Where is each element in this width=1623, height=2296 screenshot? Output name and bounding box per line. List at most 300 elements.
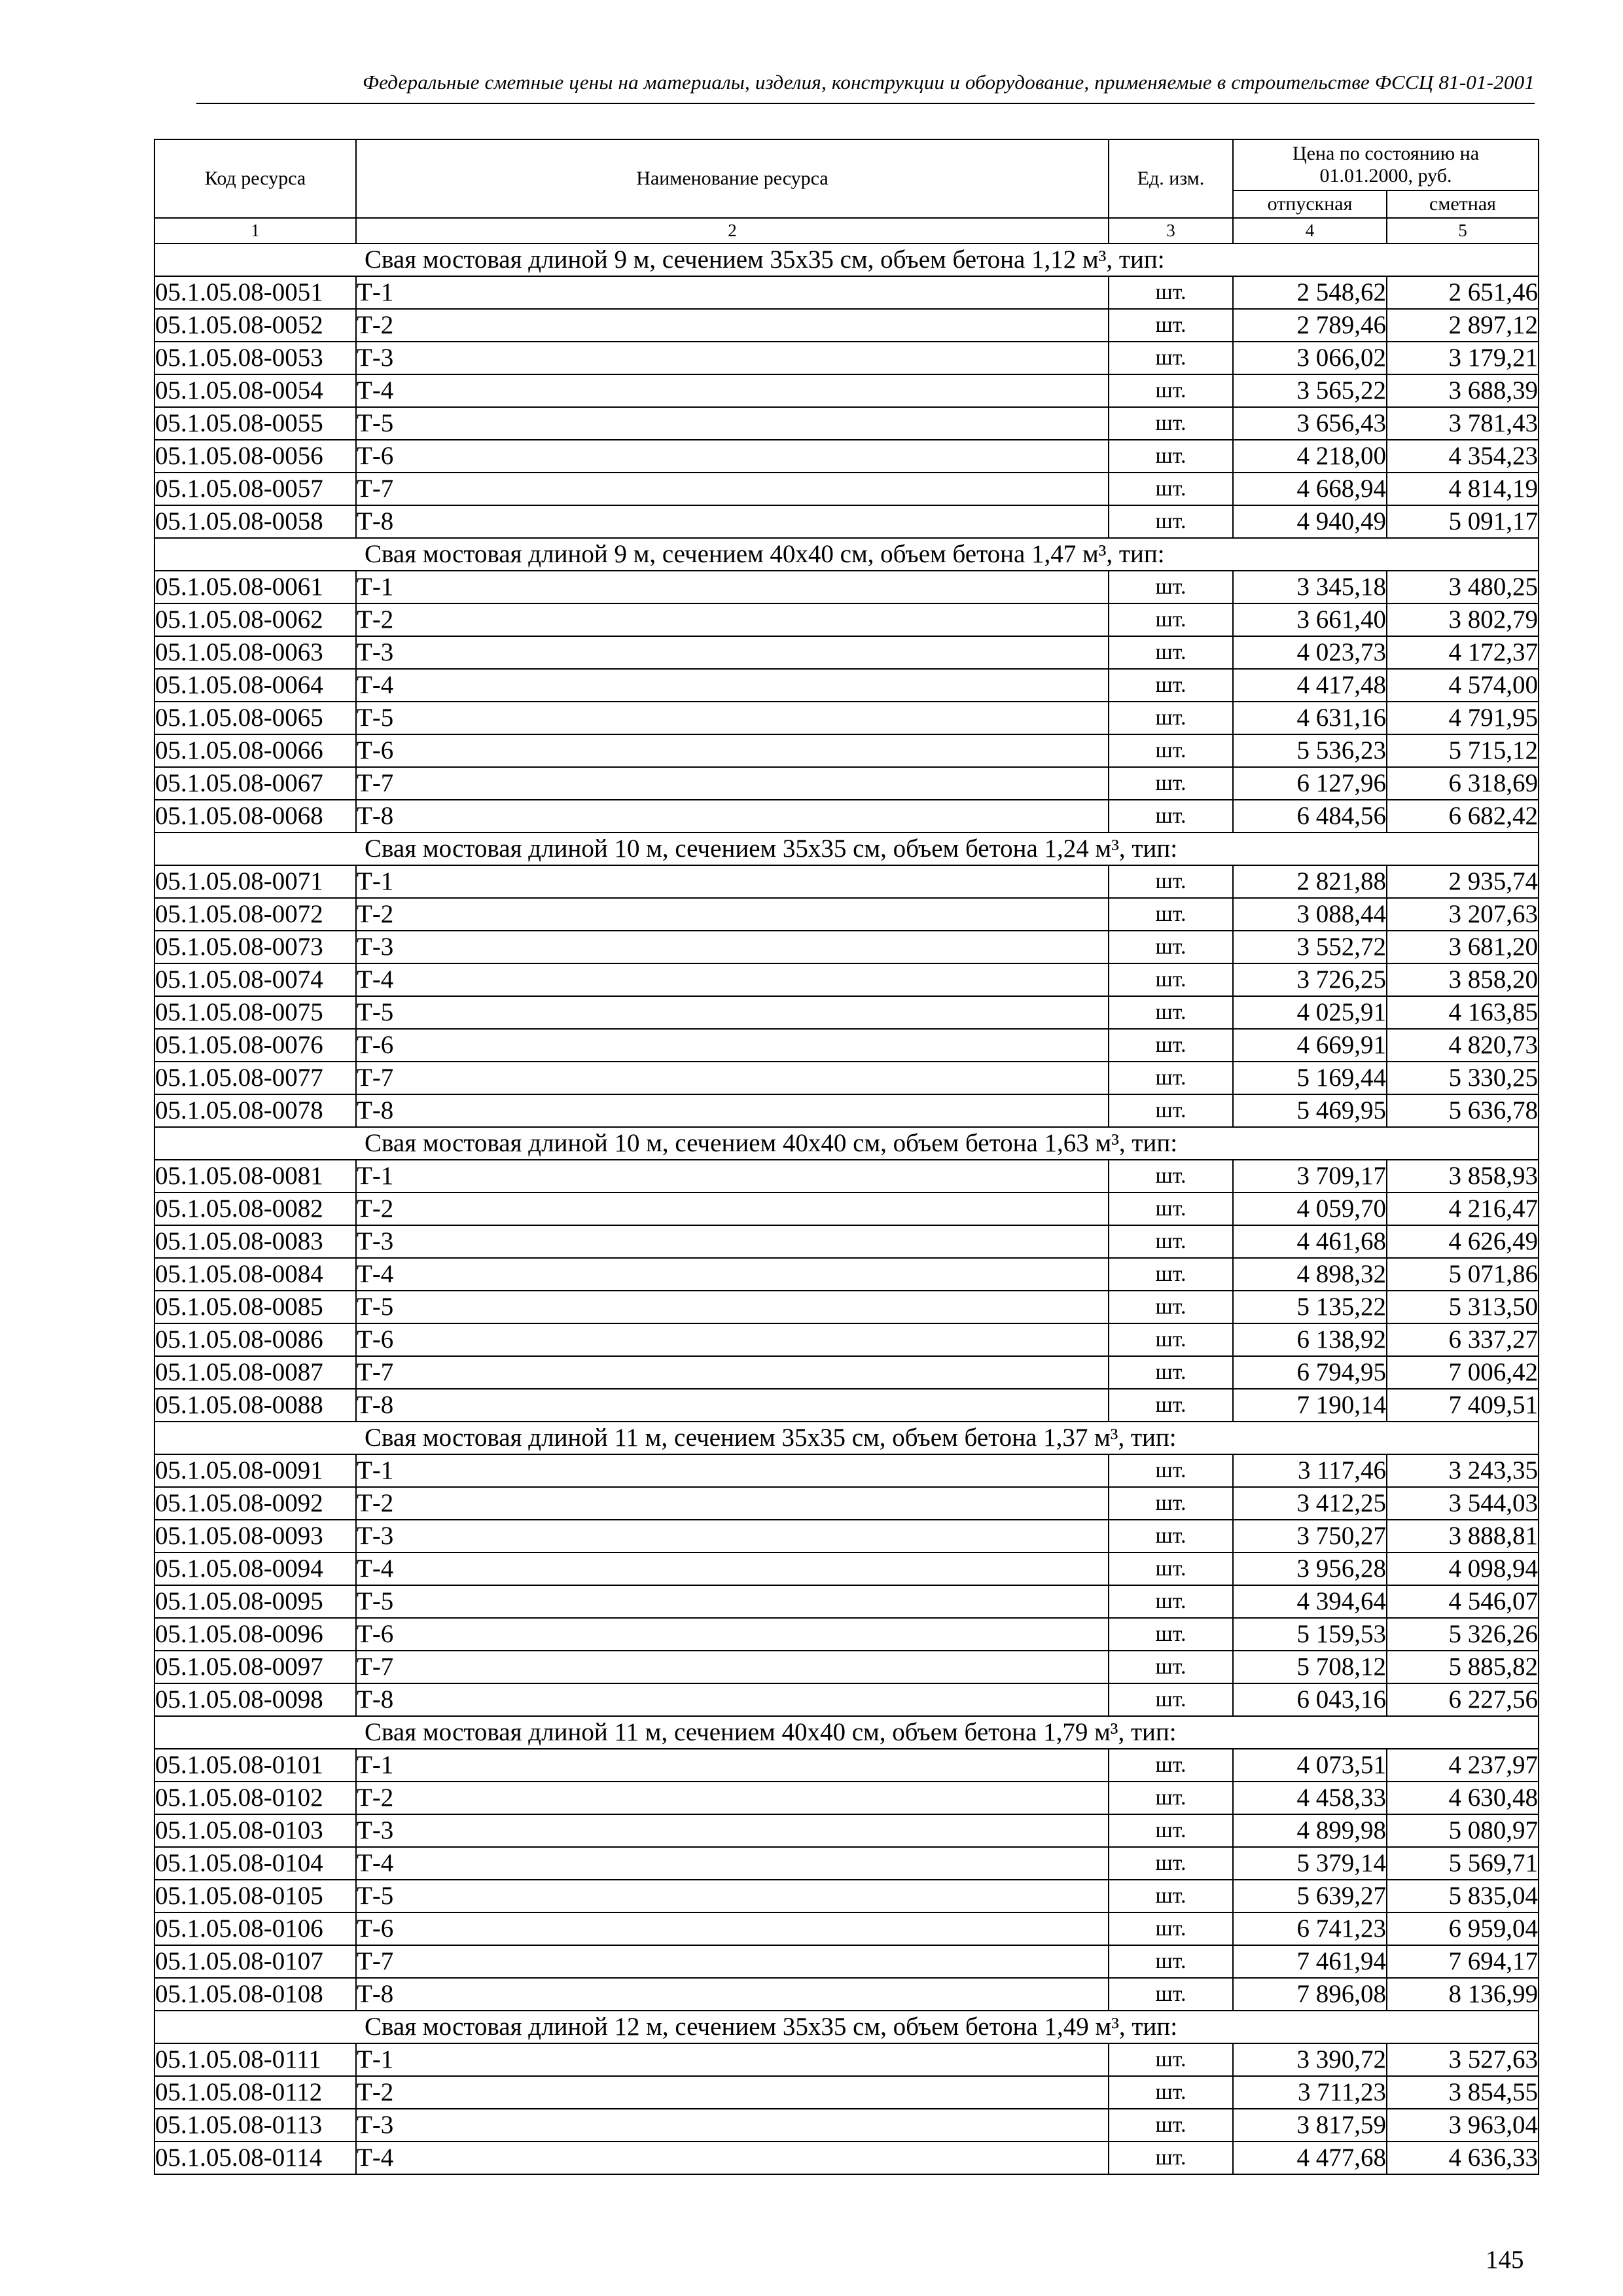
table-row	[154, 1029, 1539, 1062]
resource-name: Т-5	[356, 1585, 1109, 1618]
estimate-price: 3 681,20	[1387, 931, 1539, 963]
resource-name: Т-6	[356, 1029, 1109, 1062]
estimate-price: 5 885,82	[1387, 1651, 1539, 1683]
resource-code: 05.1.05.08-0101	[154, 1749, 356, 1782]
estimate-price: 5 080,97	[1387, 1814, 1539, 1847]
estimate-price: 5 313,50	[1387, 1291, 1539, 1323]
unit-cell: шт.	[1109, 1160, 1233, 1193]
resource-name: Т-1	[356, 276, 1109, 309]
resource-code: 05.1.05.08-0074	[154, 963, 356, 996]
unit-cell: шт.	[1109, 440, 1233, 473]
release-price: 3 117,46	[1233, 1454, 1387, 1487]
estimate-price: 5 835,04	[1387, 1880, 1539, 1912]
table-row	[154, 1585, 1539, 1618]
unit-cell: шт.	[1109, 996, 1233, 1029]
estimate-price: 3 888,81	[1387, 1520, 1539, 1552]
release-price: 6 484,56	[1233, 800, 1387, 833]
estimate-price: 5 330,25	[1387, 1062, 1539, 1094]
resource-name: Т-3	[356, 636, 1109, 669]
unit-cell: шт.	[1109, 1029, 1233, 1062]
unit-cell: шт.	[1109, 767, 1233, 800]
page-number: 145	[1486, 2246, 1524, 2274]
column-number: 3	[1109, 218, 1233, 243]
resource-code: 05.1.05.08-0064	[154, 669, 356, 702]
resource-code: 05.1.05.08-0066	[154, 734, 356, 767]
resource-name: Т-8	[356, 800, 1109, 833]
resource-code: 05.1.05.08-0085	[154, 1291, 356, 1323]
release-price: 4 899,98	[1233, 1814, 1387, 1847]
resource-name: Т-3	[356, 2109, 1109, 2142]
resource-code: 05.1.05.08-0105	[154, 1880, 356, 1912]
resource-code: 05.1.05.08-0086	[154, 1323, 356, 1356]
table-row	[154, 1160, 1539, 1193]
release-price: 4 394,64	[1233, 1585, 1387, 1618]
group-header-row	[154, 243, 1539, 276]
estimate-price: 3 688,39	[1387, 374, 1539, 407]
running-header: Федеральные сметные цены на материалы, изделия, конструкции и оборудование, применяемые в строительстве ФССЦ 81-01-2001	[362, 71, 1535, 94]
table-row	[154, 636, 1539, 669]
resource-name: Т-6	[356, 1912, 1109, 1945]
table-row	[154, 1880, 1539, 1912]
unit-cell: шт.	[1109, 1062, 1233, 1094]
estimate-price: 5 326,26	[1387, 1618, 1539, 1651]
estimate-price: 4 626,49	[1387, 1225, 1539, 1258]
estimate-price: 5 636,78	[1387, 1094, 1539, 1127]
column-number: 1	[154, 218, 356, 243]
resource-name: Т-4	[356, 669, 1109, 702]
release-price: 5 135,22	[1233, 1291, 1387, 1323]
unit-cell: шт.	[1109, 407, 1233, 440]
table-row	[154, 1454, 1539, 1487]
unit-cell: шт.	[1109, 1749, 1233, 1782]
resource-code: 05.1.05.08-0096	[154, 1618, 356, 1651]
release-price: 3 656,43	[1233, 407, 1387, 440]
resource-code: 05.1.05.08-0062	[154, 603, 356, 636]
estimate-price: 2 935,74	[1387, 865, 1539, 898]
release-price: 3 565,22	[1233, 374, 1387, 407]
group-title: Свая мостовая длиной 11 м, сечением 35х35 см, объем бетона 1,37 м³, тип:	[154, 1422, 1539, 1454]
resource-name: Т-6	[356, 1323, 1109, 1356]
table-row	[154, 440, 1539, 473]
release-price: 3 956,28	[1233, 1552, 1387, 1585]
resource-code: 05.1.05.08-0061	[154, 571, 356, 603]
table-row	[154, 603, 1539, 636]
release-price: 5 379,14	[1233, 1847, 1387, 1880]
table-row	[154, 996, 1539, 1029]
resource-code: 05.1.05.08-0113	[154, 2109, 356, 2142]
resource-name: Т-2	[356, 1193, 1109, 1225]
group-title: Свая мостовая длиной 10 м, сечением 40х40 см, объем бетона 1,63 м³, тип:	[154, 1127, 1539, 1160]
release-price: 4 073,51	[1233, 1749, 1387, 1782]
table-row	[154, 505, 1539, 538]
table-row	[154, 702, 1539, 734]
table-row	[154, 1847, 1539, 1880]
release-price: 7 896,08	[1233, 1978, 1387, 2011]
price-table	[154, 139, 1539, 2175]
unit-cell: шт.	[1109, 669, 1233, 702]
table-row	[154, 1356, 1539, 1389]
table-row	[154, 276, 1539, 309]
unit-cell: шт.	[1109, 2043, 1233, 2076]
table-row	[154, 1978, 1539, 2011]
release-price: 3 412,25	[1233, 1487, 1387, 1520]
release-price: 3 066,02	[1233, 342, 1387, 374]
unit-cell: шт.	[1109, 1945, 1233, 1978]
estimate-price: 4 098,94	[1387, 1552, 1539, 1585]
resource-code: 05.1.05.08-0083	[154, 1225, 356, 1258]
release-price: 4 477,68	[1233, 2142, 1387, 2174]
table-row	[154, 1094, 1539, 1127]
resource-name: Т-3	[356, 1520, 1109, 1552]
resource-name: Т-4	[356, 1847, 1109, 1880]
resource-code: 05.1.05.08-0057	[154, 473, 356, 505]
resource-code: 05.1.05.08-0103	[154, 1814, 356, 1847]
resource-code: 05.1.05.08-0058	[154, 505, 356, 538]
release-price: 4 940,49	[1233, 505, 1387, 538]
estimate-price: 4 172,37	[1387, 636, 1539, 669]
release-price: 4 059,70	[1233, 1193, 1387, 1225]
release-price: 6 043,16	[1233, 1683, 1387, 1716]
resource-name: Т-7	[356, 1356, 1109, 1389]
release-price: 5 469,95	[1233, 1094, 1387, 1127]
estimate-price: 5 071,86	[1387, 1258, 1539, 1291]
estimate-price: 7 006,42	[1387, 1356, 1539, 1389]
resource-code: 05.1.05.08-0052	[154, 309, 356, 342]
column-number: 2	[356, 218, 1109, 243]
table-row	[154, 1389, 1539, 1422]
estimate-price: 3 179,21	[1387, 342, 1539, 374]
estimate-price: 3 480,25	[1387, 571, 1539, 603]
resource-name: Т-8	[356, 1389, 1109, 1422]
resource-code: 05.1.05.08-0071	[154, 865, 356, 898]
resource-name: Т-3	[356, 1814, 1109, 1847]
estimate-price: 3 858,93	[1387, 1160, 1539, 1193]
resource-code: 05.1.05.08-0094	[154, 1552, 356, 1585]
table-row	[154, 342, 1539, 374]
release-price: 4 668,94	[1233, 473, 1387, 505]
release-price: 7 190,14	[1233, 1389, 1387, 1422]
table-row	[154, 1487, 1539, 1520]
resource-name: Т-1	[356, 865, 1109, 898]
resource-code: 05.1.05.08-0055	[154, 407, 356, 440]
release-price: 6 741,23	[1233, 1912, 1387, 1945]
table-row	[154, 1552, 1539, 1585]
estimate-price: 3 963,04	[1387, 2109, 1539, 2142]
table-row	[154, 865, 1539, 898]
unit-cell: шт.	[1109, 898, 1233, 931]
estimate-price: 3 207,63	[1387, 898, 1539, 931]
group-title: Свая мостовая длиной 11 м, сечением 40х40 см, объем бетона 1,79 м³, тип:	[154, 1716, 1539, 1749]
unit-cell: шт.	[1109, 309, 1233, 342]
table-header-row	[154, 139, 1539, 190]
resource-code: 05.1.05.08-0112	[154, 2076, 356, 2109]
resource-code: 05.1.05.08-0077	[154, 1062, 356, 1094]
unit-cell: шт.	[1109, 1389, 1233, 1422]
release-price: 3 088,44	[1233, 898, 1387, 931]
release-price: 3 750,27	[1233, 1520, 1387, 1552]
estimate-price: 4 791,95	[1387, 702, 1539, 734]
unit-cell: шт.	[1109, 473, 1233, 505]
unit-cell: шт.	[1109, 1323, 1233, 1356]
unit-cell: шт.	[1109, 1291, 1233, 1323]
unit-cell: шт.	[1109, 1880, 1233, 1912]
resource-name: Т-1	[356, 2043, 1109, 2076]
table-row	[154, 1814, 1539, 1847]
unit-cell: шт.	[1109, 342, 1233, 374]
estimate-price: 7 409,51	[1387, 1389, 1539, 1422]
release-price: 5 159,53	[1233, 1618, 1387, 1651]
table-row	[154, 2142, 1539, 2174]
resource-code: 05.1.05.08-0067	[154, 767, 356, 800]
unit-cell: шт.	[1109, 1683, 1233, 1716]
resource-name: Т-4	[356, 963, 1109, 996]
resource-code: 05.1.05.08-0068	[154, 800, 356, 833]
resource-name: Т-6	[356, 1618, 1109, 1651]
table-row	[154, 1323, 1539, 1356]
group-header-row	[154, 1127, 1539, 1160]
unit-cell: шт.	[1109, 963, 1233, 996]
resource-name: Т-5	[356, 1880, 1109, 1912]
header-name: Наименование ресурса	[356, 139, 1109, 218]
resource-code: 05.1.05.08-0076	[154, 1029, 356, 1062]
resource-code: 05.1.05.08-0084	[154, 1258, 356, 1291]
unit-cell: шт.	[1109, 1487, 1233, 1520]
release-price: 5 536,23	[1233, 734, 1387, 767]
table-row	[154, 800, 1539, 833]
unit-cell: шт.	[1109, 1912, 1233, 1945]
unit-cell: шт.	[1109, 1454, 1233, 1487]
resource-code: 05.1.05.08-0072	[154, 898, 356, 931]
table-row	[154, 1651, 1539, 1683]
table-row	[154, 931, 1539, 963]
estimate-price: 6 318,69	[1387, 767, 1539, 800]
release-price: 3 817,59	[1233, 2109, 1387, 2142]
unit-cell: шт.	[1109, 276, 1233, 309]
release-price: 6 127,96	[1233, 767, 1387, 800]
resource-code: 05.1.05.08-0063	[154, 636, 356, 669]
estimate-price: 6 682,42	[1387, 800, 1539, 833]
resource-name: Т-5	[356, 1291, 1109, 1323]
header-estimate: сметная	[1387, 190, 1539, 218]
estimate-price: 4 630,48	[1387, 1782, 1539, 1814]
resource-name: Т-8	[356, 505, 1109, 538]
resource-code: 05.1.05.08-0087	[154, 1356, 356, 1389]
unit-cell: шт.	[1109, 1520, 1233, 1552]
estimate-price: 3 544,03	[1387, 1487, 1539, 1520]
unit-cell: шт.	[1109, 2109, 1233, 2142]
estimate-price: 3 243,35	[1387, 1454, 1539, 1487]
unit-cell: шт.	[1109, 1847, 1233, 1880]
unit-cell: шт.	[1109, 702, 1233, 734]
resource-code: 05.1.05.08-0092	[154, 1487, 356, 1520]
resource-name: Т-3	[356, 342, 1109, 374]
resource-name: Т-6	[356, 734, 1109, 767]
resource-name: Т-1	[356, 1160, 1109, 1193]
release-price: 5 639,27	[1233, 1880, 1387, 1912]
estimate-price: 5 715,12	[1387, 734, 1539, 767]
release-price: 5 708,12	[1233, 1651, 1387, 1683]
group-header-row	[154, 538, 1539, 571]
resource-name: Т-1	[356, 1454, 1109, 1487]
header-unit: Ед. изм.	[1109, 139, 1233, 218]
estimate-price: 3 858,20	[1387, 963, 1539, 996]
release-price: 2 548,62	[1233, 276, 1387, 309]
estimate-price: 2 897,12	[1387, 309, 1539, 342]
resource-code: 05.1.05.08-0091	[154, 1454, 356, 1487]
resource-name: Т-5	[356, 996, 1109, 1029]
unit-cell: шт.	[1109, 571, 1233, 603]
table-row	[154, 898, 1539, 931]
resource-code: 05.1.05.08-0053	[154, 342, 356, 374]
unit-cell: шт.	[1109, 374, 1233, 407]
table-row	[154, 309, 1539, 342]
table-row	[154, 571, 1539, 603]
table-row	[154, 374, 1539, 407]
estimate-price: 4 354,23	[1387, 440, 1539, 473]
release-price: 4 898,32	[1233, 1258, 1387, 1291]
resource-name: Т-5	[356, 702, 1109, 734]
header-release: отпускная	[1233, 190, 1387, 218]
release-price: 2 821,88	[1233, 865, 1387, 898]
resource-name: Т-7	[356, 1062, 1109, 1094]
resource-name: Т-4	[356, 374, 1109, 407]
release-price: 4 458,33	[1233, 1782, 1387, 1814]
release-price: 3 390,72	[1233, 2043, 1387, 2076]
estimate-price: 4 546,07	[1387, 1585, 1539, 1618]
table-row	[154, 473, 1539, 505]
table-row	[154, 1782, 1539, 1814]
resource-code: 05.1.05.08-0106	[154, 1912, 356, 1945]
resource-name: Т-2	[356, 898, 1109, 931]
release-price: 6 794,95	[1233, 1356, 1387, 1389]
unit-cell: шт.	[1109, 1094, 1233, 1127]
group-header-row	[154, 1422, 1539, 1454]
table-row	[154, 1683, 1539, 1716]
estimate-price: 7 694,17	[1387, 1945, 1539, 1978]
table-row	[154, 1945, 1539, 1978]
unit-cell: шт.	[1109, 1651, 1233, 1683]
group-header-row	[154, 833, 1539, 865]
release-price: 6 138,92	[1233, 1323, 1387, 1356]
resource-name: Т-7	[356, 767, 1109, 800]
resource-code: 05.1.05.08-0097	[154, 1651, 356, 1683]
release-price: 5 169,44	[1233, 1062, 1387, 1094]
estimate-price: 4 216,47	[1387, 1193, 1539, 1225]
resource-code: 05.1.05.08-0102	[154, 1782, 356, 1814]
group-header-row	[154, 2011, 1539, 2043]
table-row	[154, 1258, 1539, 1291]
resource-code: 05.1.05.08-0078	[154, 1094, 356, 1127]
unit-cell: шт.	[1109, 1225, 1233, 1258]
unit-cell: шт.	[1109, 1814, 1233, 1847]
resource-code: 05.1.05.08-0081	[154, 1160, 356, 1193]
unit-cell: шт.	[1109, 2142, 1233, 2174]
column-number: 5	[1387, 218, 1539, 243]
release-price: 4 023,73	[1233, 636, 1387, 669]
unit-cell: шт.	[1109, 1356, 1233, 1389]
release-price: 4 417,48	[1233, 669, 1387, 702]
table-body	[154, 243, 1539, 2174]
resource-name: Т-7	[356, 1651, 1109, 1683]
resource-name: Т-1	[356, 1749, 1109, 1782]
unit-cell: шт.	[1109, 800, 1233, 833]
table-row	[154, 1225, 1539, 1258]
estimate-price: 3 781,43	[1387, 407, 1539, 440]
estimate-price: 4 237,97	[1387, 1749, 1539, 1782]
resource-code: 05.1.05.08-0065	[154, 702, 356, 734]
unit-cell: шт.	[1109, 1782, 1233, 1814]
resource-name: Т-2	[356, 603, 1109, 636]
group-title: Свая мостовая длиной 12 м, сечением 35х35 см, объем бетона 1,49 м³, тип:	[154, 2011, 1539, 2043]
resource-name: Т-7	[356, 1945, 1109, 1978]
resource-code: 05.1.05.08-0098	[154, 1683, 356, 1716]
release-price: 3 711,23	[1233, 2076, 1387, 2109]
unit-cell: шт.	[1109, 603, 1233, 636]
estimate-price: 5 091,17	[1387, 505, 1539, 538]
resource-name: Т-2	[356, 309, 1109, 342]
header-price: Цена по состоянию на 01.01.2000, руб.	[1233, 139, 1539, 190]
estimate-price: 4 814,19	[1387, 473, 1539, 505]
unit-cell: шт.	[1109, 1585, 1233, 1618]
resource-code: 05.1.05.08-0051	[154, 276, 356, 309]
resource-code: 05.1.05.08-0088	[154, 1389, 356, 1422]
resource-name: Т-2	[356, 1782, 1109, 1814]
estimate-price: 6 337,27	[1387, 1323, 1539, 1356]
release-price: 3 661,40	[1233, 603, 1387, 636]
unit-cell: шт.	[1109, 1258, 1233, 1291]
table-row	[154, 734, 1539, 767]
resource-name: Т-2	[356, 2076, 1109, 2109]
unit-cell: шт.	[1109, 1618, 1233, 1651]
release-price: 7 461,94	[1233, 1945, 1387, 1978]
column-number: 4	[1233, 218, 1387, 243]
resource-name: Т-4	[356, 2142, 1109, 2174]
resource-code: 05.1.05.08-0082	[154, 1193, 356, 1225]
unit-cell: шт.	[1109, 1978, 1233, 2011]
unit-cell: шт.	[1109, 636, 1233, 669]
release-price: 3 345,18	[1233, 571, 1387, 603]
unit-cell: шт.	[1109, 505, 1233, 538]
estimate-price: 3 854,55	[1387, 2076, 1539, 2109]
estimate-price: 4 636,33	[1387, 2142, 1539, 2174]
resource-name: Т-5	[356, 407, 1109, 440]
table-row	[154, 669, 1539, 702]
resource-name: Т-8	[356, 1683, 1109, 1716]
unit-cell: шт.	[1109, 1193, 1233, 1225]
resource-name: Т-4	[356, 1258, 1109, 1291]
unit-cell: шт.	[1109, 865, 1233, 898]
resource-code: 05.1.05.08-0073	[154, 931, 356, 963]
release-price: 4 218,00	[1233, 440, 1387, 473]
header-code: Код ресурса	[154, 139, 356, 218]
estimate-price: 4 574,00	[1387, 669, 1539, 702]
estimate-price: 6 227,56	[1387, 1683, 1539, 1716]
table-row	[154, 407, 1539, 440]
resource-code: 05.1.05.08-0075	[154, 996, 356, 1029]
release-price: 2 789,46	[1233, 309, 1387, 342]
table-row	[154, 767, 1539, 800]
release-price: 4 461,68	[1233, 1225, 1387, 1258]
group-title: Свая мостовая длиной 9 м, сечением 40х40 см, объем бетона 1,47 м³, тип:	[154, 538, 1539, 571]
resource-name: Т-6	[356, 440, 1109, 473]
estimate-price: 3 802,79	[1387, 603, 1539, 636]
estimate-price: 2 651,46	[1387, 276, 1539, 309]
resource-code: 05.1.05.08-0107	[154, 1945, 356, 1978]
table-row	[154, 2109, 1539, 2142]
resource-code: 05.1.05.08-0095	[154, 1585, 356, 1618]
resource-name: Т-8	[356, 1978, 1109, 2011]
resource-name: Т-4	[356, 1552, 1109, 1585]
